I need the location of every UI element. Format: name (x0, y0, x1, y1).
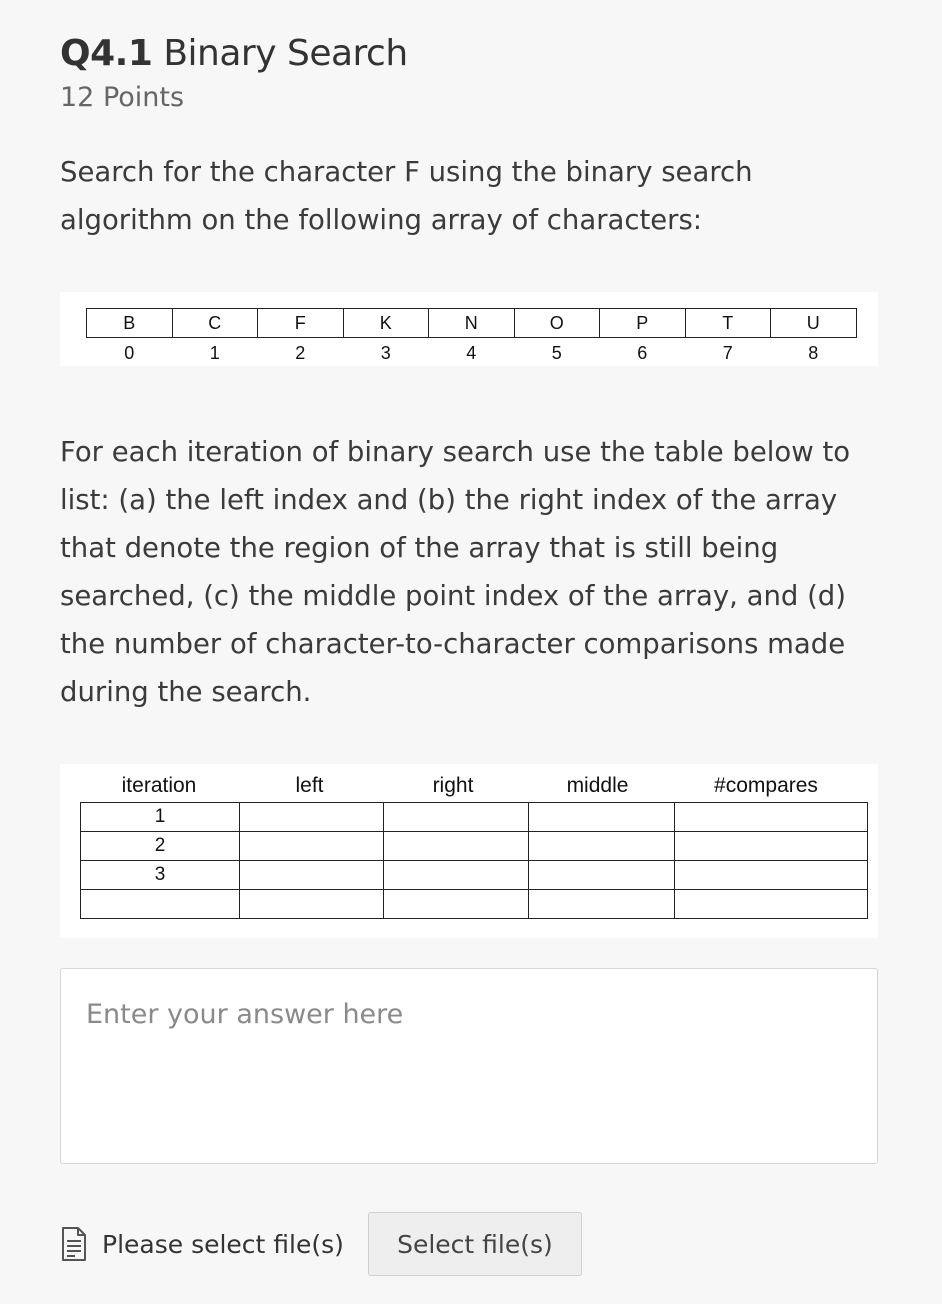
header-left: left (295, 774, 324, 797)
array-cell: K (343, 309, 429, 338)
array-cell: O (514, 309, 600, 338)
table-cell (81, 890, 240, 919)
array-figure (60, 292, 878, 366)
array-cell: T (685, 309, 771, 338)
table-cell (675, 890, 868, 919)
table-cell (240, 803, 384, 832)
file-upload-row (60, 1212, 582, 1276)
array-table (86, 308, 857, 368)
array-cell: P (600, 309, 686, 338)
table-cell: 2 (81, 832, 240, 861)
array-cell: F (258, 309, 344, 338)
table-cell (240, 832, 384, 861)
header-middle: middle (566, 774, 629, 797)
array-cell: C (172, 309, 258, 338)
select-files-button[interactable]: Select file(s) (368, 1212, 582, 1276)
file-status-text: Please select file(s) (102, 1229, 344, 1259)
table-cell (240, 890, 384, 919)
table-cell (529, 861, 675, 890)
header-compares: #compares (714, 774, 818, 797)
table-row (81, 803, 868, 832)
file-icon (60, 1226, 88, 1262)
table-cell: 1 (81, 803, 240, 832)
question-title-text: Binary Search (163, 33, 408, 74)
array-index: 3 (380, 342, 391, 363)
table-cell (675, 803, 868, 832)
array-index: 2 (295, 342, 306, 363)
question-title (60, 30, 408, 78)
table-cell (529, 803, 675, 832)
prompt-paragraph-1: Search for the character F using the binary search algorithm on the following array of characters: (60, 156, 753, 236)
iteration-figure (60, 764, 878, 938)
table-row (81, 832, 868, 861)
prompt-paragraph-2: For each iteration of binary search use the table below to list: (a) the left index and (b) the right index of the array that denote the region of the array that is still being searched, (c) the middle point index of the array, and (d) the number of character-to-character comparisons made during the search. (60, 436, 851, 708)
array-cell: U (771, 309, 857, 338)
table-row (81, 890, 868, 919)
array-index-row (87, 338, 857, 369)
table-cell (675, 832, 868, 861)
table-cell (675, 861, 868, 890)
table-cell (384, 832, 529, 861)
table-cell (384, 803, 529, 832)
array-index: 8 (808, 342, 819, 363)
array-cell: B (87, 309, 173, 338)
question-points: 12 Points (60, 82, 185, 113)
header-right: right (432, 774, 474, 797)
array-cell: N (429, 309, 515, 338)
header-iteration: iteration (121, 774, 197, 797)
array-index: 0 (124, 342, 135, 363)
array-index: 6 (637, 342, 648, 363)
question-header (60, 30, 408, 116)
array-characters-row (87, 309, 857, 338)
table-cell (529, 832, 675, 861)
table-cell (384, 861, 529, 890)
array-index: 7 (722, 342, 733, 363)
iteration-table (80, 802, 868, 919)
table-cell (529, 890, 675, 919)
table-row (81, 861, 868, 890)
table-cell (240, 861, 384, 890)
array-index: 1 (209, 342, 220, 363)
array-index: 5 (551, 342, 562, 363)
table-cell: 3 (81, 861, 240, 890)
iteration-table-headers (80, 774, 862, 798)
table-cell (384, 890, 529, 919)
array-index: 4 (466, 342, 477, 363)
question-number: Q4.1 (60, 33, 153, 74)
answer-input[interactable] (60, 968, 878, 1164)
